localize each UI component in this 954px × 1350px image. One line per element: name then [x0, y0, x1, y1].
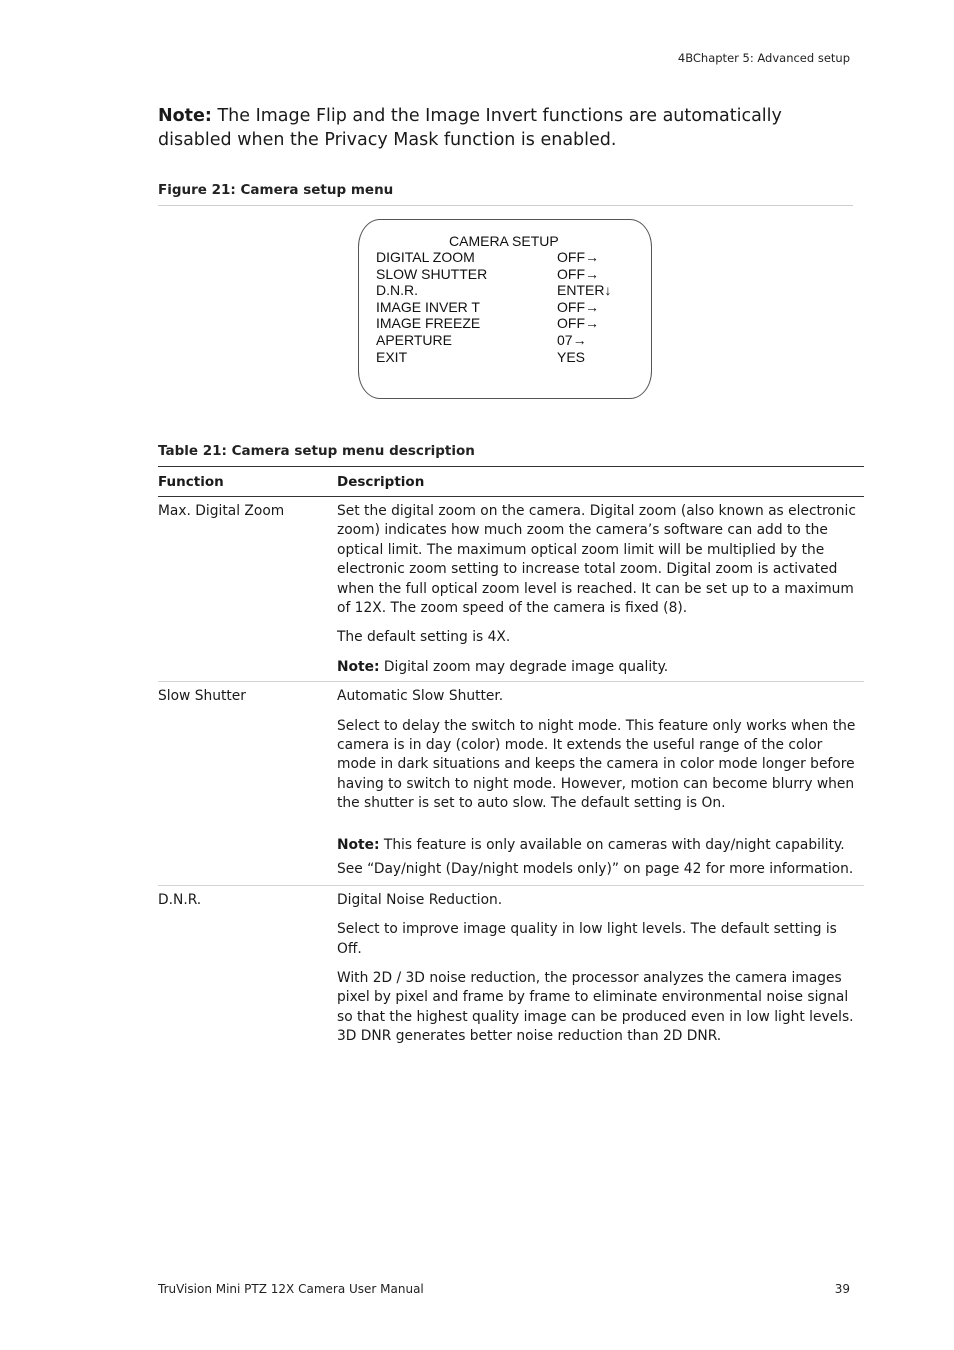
description-paragraph: Select to improve image quality in low light levels. The default setting is Off.	[337, 921, 837, 957]
note-label: Note:	[337, 836, 380, 853]
osd-row-digital-zoom	[376, 249, 636, 266]
footer-page-number: 39	[834, 1282, 850, 1296]
osd-row-label: DIGITAL ZOOM	[376, 249, 475, 265]
running-header: 4BChapter 5: Advanced setup	[677, 51, 850, 65]
description-cell	[337, 886, 864, 1051]
osd-row-label: APERTURE	[376, 331, 452, 348]
osd-row-label: D.N.R.	[376, 282, 418, 299]
column-header-function: Function	[158, 473, 224, 490]
table-caption: Table 21: Camera setup menu description	[158, 443, 475, 459]
figure-caption: Figure 21: Camera setup menu	[158, 182, 394, 198]
figure-rule	[158, 205, 853, 206]
function-cell: Max. Digital Zoom	[158, 503, 285, 519]
function-cell: Slow Shutter	[158, 688, 246, 705]
osd-row-dnr	[376, 282, 636, 299]
note-text: Digital zoom may degrade image quality.	[379, 658, 669, 675]
osd-row-label: IMAGE FREEZE	[376, 315, 481, 332]
footer-manual-title: TruVision Mini PTZ 12X Camera User Manual	[158, 1282, 424, 1296]
osd-row-label: SLOW SHUTTER	[376, 265, 488, 282]
description-paragraph: The default setting is 4X.	[337, 629, 511, 646]
description-paragraph: Select to delay the switch to night mode. This feature only works when the camera is in day (color) mode. It extends the useful range of the color mode in dark situations and keeps the camera in color mode longer before having to switch to night mode. However, motion can become blurry when the shutter is set to auto slow. The default setting is On.	[337, 717, 856, 812]
note-text: This feature is only available on cameras with day/night capability. See “Day/night (Day/night models only)” on page 42 for more information.	[337, 836, 854, 877]
note-paragraph	[158, 104, 858, 152]
description-paragraph: Set the digital zoom on the camera. Digital zoom (also known as electronic zoom) indicates how much zoom the camera’s software can add to the optical limit. The maximum optical zoom limit will be multiplied by the electronic zoom setting to increase total zoom. Digital zoom is activated when the full optical zoom level is reached. It can be set up to a maximum of 12X. The zoom speed of the camera is fixed (8).	[337, 503, 856, 617]
description-table	[158, 466, 864, 1051]
description-paragraph: With 2D / 3D noise reduction, the processor analyzes the camera images pixel by pixel and frame by frame to eliminate environmental noise signal so that the highest quality image can be produced even in low light levels. 3D DNR generates better noise reduction than 2D DNR.	[337, 969, 854, 1045]
osd-row-value: OFF→	[557, 315, 599, 332]
table-row	[158, 497, 864, 682]
description-cell	[337, 682, 864, 884]
osd-row-value: OFF→	[557, 298, 599, 315]
note-text: The Image Flip and the Image Invert functions are automatically disabled when the Privacy Mask function is enabled.	[158, 106, 782, 150]
osd-row-value: 07→	[557, 331, 587, 348]
table-row	[158, 682, 864, 885]
description-note	[337, 833, 864, 881]
description-cell	[337, 497, 864, 681]
osd-row-label: EXIT	[376, 348, 408, 365]
osd-row-label: IMAGE INVER T	[376, 298, 480, 315]
function-cell: D.N.R.	[158, 891, 202, 908]
description-paragraph: Automatic Slow Shutter.	[337, 688, 504, 705]
osd-row-value: ENTER↓	[557, 282, 612, 299]
table-row	[158, 886, 864, 1051]
osd-title: CAMERA SETUP	[449, 233, 559, 249]
osd-row-value: OFF→	[557, 265, 599, 282]
osd-row-value: OFF→	[557, 249, 599, 265]
column-header-description: Description	[337, 473, 425, 490]
osd-menu-list	[376, 249, 636, 365]
note-label: Note:	[337, 658, 380, 675]
description-note	[337, 658, 864, 677]
osd-row-value: YES	[557, 348, 586, 365]
table-header-row	[158, 467, 864, 497]
note-label: Note:	[158, 106, 212, 126]
osd-row-exit	[376, 349, 636, 366]
description-paragraph: Digital Noise Reduction.	[337, 891, 503, 908]
osd-row-slow-shutter	[376, 266, 636, 283]
osd-row-image-invert	[376, 299, 636, 316]
osd-row-image-freeze	[376, 315, 636, 332]
osd-row-aperture	[376, 332, 636, 349]
